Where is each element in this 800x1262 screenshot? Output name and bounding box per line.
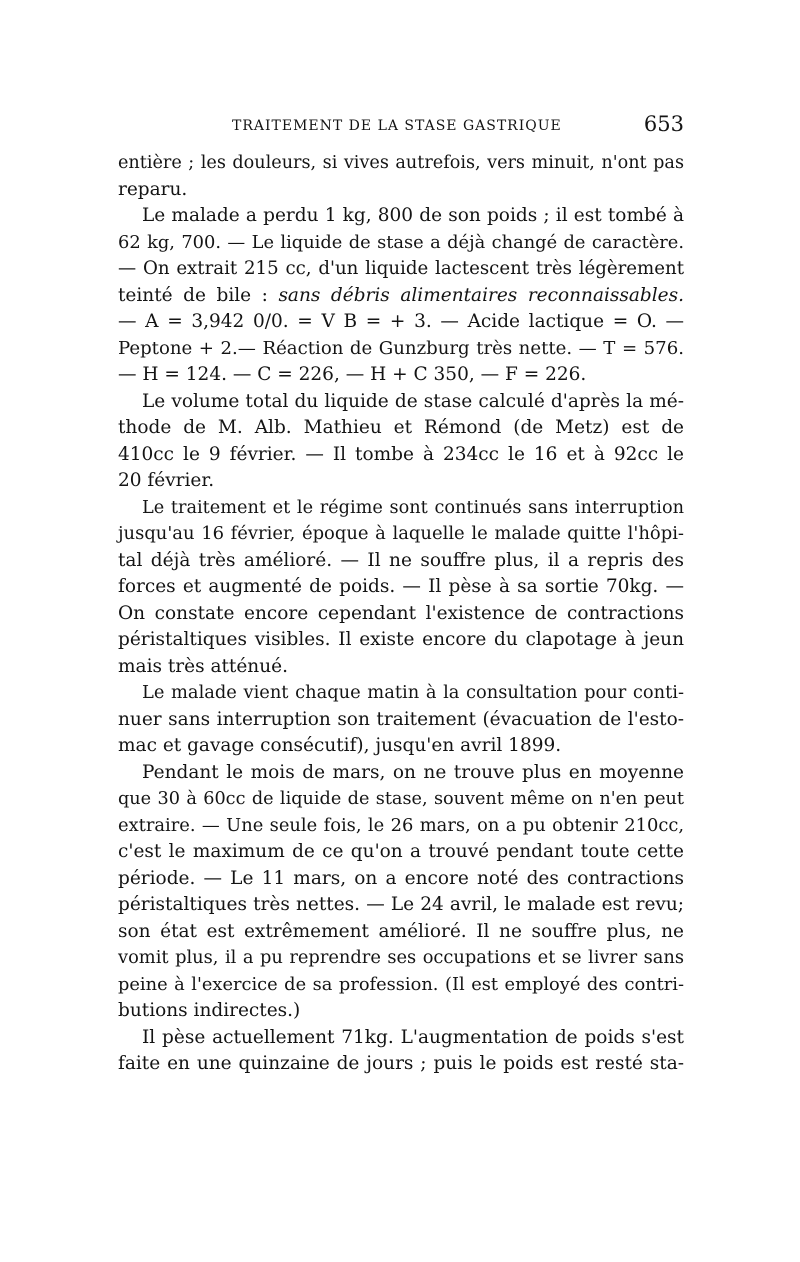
text-line: Peptone + 2.— Réaction de Gunzburg très nette. — T = 576.	[118, 337, 684, 359]
text-line: tal déjà très amélioré. — Il ne souffre plus, il a repris des	[118, 549, 684, 571]
text-line: période. — Le 11 mars, on a encore noté des contractions	[118, 867, 684, 889]
text-line: 62 kg, 700. — Le liquide de stase a déjà changé de caractère.	[118, 231, 684, 253]
text-line: son état est extrêmement amélioré. Il ne souffre plus, ne	[118, 920, 684, 942]
text-line: teinté de bile : sans débris alimentaires reconnaissables.	[118, 284, 684, 306]
text-line: forces et augmenté de poids. — Il pèse à sa sortie 70kg. —	[118, 576, 684, 597]
text-line: — A = 3,942 0/0. = V B = + 3. — Acide lactique = O. —	[118, 311, 684, 332]
text-line: mais très atténué.	[118, 655, 288, 677]
body-text	[118, 150, 684, 1078]
text-line: nuer sans interruption son traitement (évacuation de l'esto-	[118, 708, 684, 730]
text-line: vomit plus, il a pu reprendre ses occupations et se livrer sans	[118, 947, 684, 968]
text-line: — H = 124. — C = 226, — H + C 350, — F = 226.	[118, 364, 587, 385]
text-line: péristaltiques très nettes. — Le 24 avril, le malade est revu;	[118, 894, 684, 915]
text-line: péristaltiques visibles. Il existe encore du clapotage à jeun	[118, 629, 684, 650]
text-line: que 30 à 60cc de liquide de stase, souvent même on n'en peut	[118, 789, 684, 809]
page-header	[118, 110, 684, 140]
text-line: entière ; les douleurs, si vives autrefois, vers minuit, n'ont pas	[118, 153, 684, 173]
text-line: mac et gavage consécutif), jusqu'en avril 1899.	[118, 735, 562, 756]
emphasis-text: sans débris alimentaires reconnaissables.	[278, 284, 684, 306]
text-line: peine à l'exercice de sa profession. (Il est employé des contri-	[118, 973, 684, 995]
text-line: extraire. — Une seule fois, le 26 mars, on a pu obtenir 210cc,	[118, 814, 684, 836]
text-line: Le malade vient chaque matin à la consultation pour conti-	[142, 682, 684, 703]
text-line: Le volume total du liquide de stase calculé d'après la mé-	[142, 390, 684, 412]
text-line: Il pèse actuellement 71kg. L'augmentation de poids s'est	[142, 1026, 684, 1048]
text-line: c'est le maximum de ce qu'on a trouvé pendant toute cette	[118, 841, 684, 862]
text-line: 20 février.	[118, 470, 215, 491]
text-line: Pendant le mois de mars, on ne trouve plus en moyenne	[142, 761, 684, 783]
page-number: 653	[643, 112, 684, 136]
text-line: jusqu'au 16 février, époque à laquelle le malade quitte l'hôpi-	[118, 523, 684, 544]
text-line: — On extrait 215 cc, d'un liquide lactescent très légèrement	[118, 258, 684, 279]
text-line: thode de M. Alb. Mathieu et Rémond (de Metz) est de	[118, 417, 684, 438]
text-line: butions indirectes.)	[118, 1000, 301, 1021]
text-line: faite en une quinzaine de jours ; puis le poids est resté sta-	[118, 1053, 684, 1074]
running-title: TRAITEMENT DE LA STASE GASTRIQUE	[232, 118, 562, 134]
text-line: reparu.	[118, 178, 188, 200]
text-line: 410cc le 9 février. — Il tombe à 234cc le 16 et à 92cc le	[118, 443, 684, 465]
text-line: Le malade a perdu 1 kg, 800 de son poids ; il est tombé à	[142, 205, 684, 226]
text-line: On constate encore cependant l'existence de contractions	[118, 602, 684, 624]
text-line: Le traitement et le régime sont continués sans interruption	[142, 497, 684, 518]
